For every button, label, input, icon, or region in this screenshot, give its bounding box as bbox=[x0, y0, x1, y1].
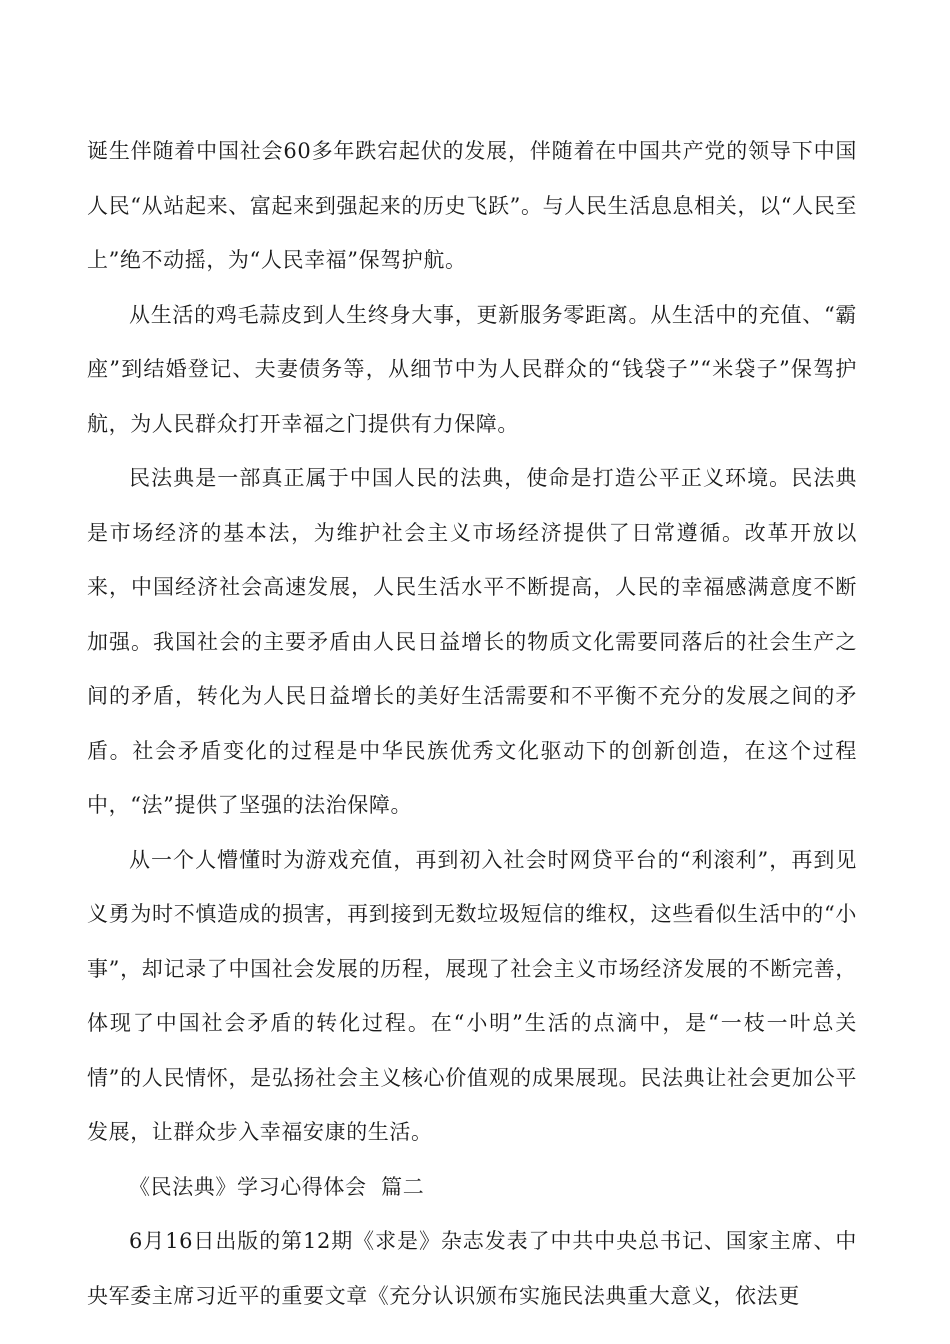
section-heading: 《民法典》学习心得体会 篇二 bbox=[129, 1174, 425, 1199]
document-body bbox=[87, 124, 857, 1323]
body-paragraph: 从生活的鸡毛蒜皮到人生终身大事，更新服务零距离。从生活中的充值、“霸座”到结婚登记、夫妻债务等，从细节中为人民群众的“钱袋子”“米袋子”保驾护航，为人民群众打开幸福之门提供有力保障。 bbox=[87, 302, 857, 436]
body-paragraph-final: 6月16日出版的第12期《求是》杂志发表了中共中央总书记、国家主席、中央军委主席习近平的重要文章《充分认识颁布实施民法典重大意义，依法更 bbox=[87, 1229, 857, 1308]
body-paragraph-continued: 诞生伴随着中国社会60多年跌宕起伏的发展，伴随着在中国共产党的领导下中国人民“从站起来、富起来到强起来的历史飞跃”。与人民生活息息相关，以“人民至上”绝不动摇，为“人民幸福”保驾护航。 bbox=[87, 139, 857, 272]
body-paragraph: 从一个人懵懂时为游戏充值，再到初入社会时网贷平台的“利滚利”，再到见义勇为时不慎造成的损害，再到接到无数垃圾短信的维权，这些看似生活中的“小事”，却记录了中国社会发展的历程，展现了社会主义市场经济发展的不断完善，体现了中国社会矛盾的转化过程。在“小明”生活的点滴中，是“一枝一叶总关情”的人民情怀，是弘扬社会主义核心价值观的成果展现。民法典让社会更加公平发展，让群众步入幸福安康的生活。 bbox=[87, 847, 857, 1144]
body-paragraph: 民法典是一部真正属于中国人民的法典，使命是打造公平正义环境。民法典是市场经济的基本法，为维护社会主义市场经济提供了日常遵循。改革开放以来，中国经济社会高速发展，人民生活水平不断提高，人民的幸福感满意度不断加强。我国社会的主要矛盾由人民日益增长的物质文化需要同落后的社会生产之间的矛盾，转化为人民日益增长的美好生活需要和不平衡不充分的发展之间的矛盾。社会矛盾变化的过程是中华民族优秀文化驱动下的创新创造，在这个过程中，“法”提供了坚强的法治保障。 bbox=[87, 466, 857, 817]
